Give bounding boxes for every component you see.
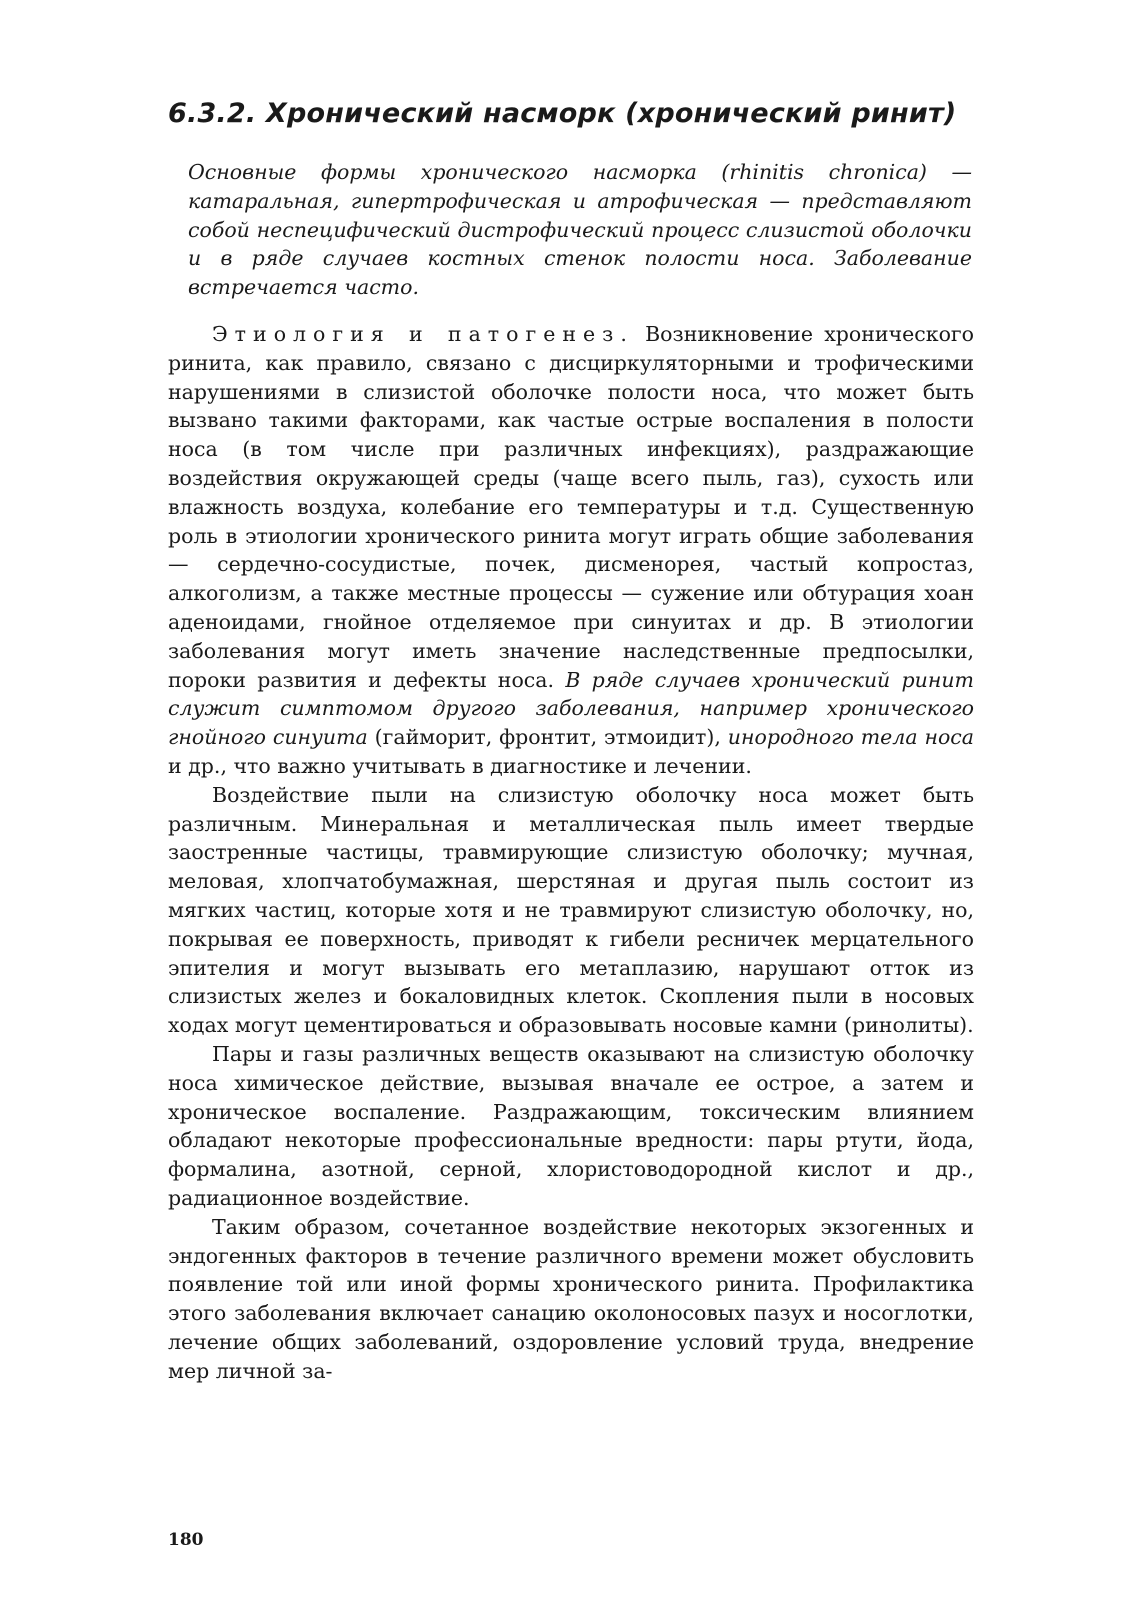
book-page (168, 0, 974, 1600)
section-abstract: Основные формы хронического насморка (rhinitis chronica) — катаральная, гипертрофическая и атрофическая — представляют собой неспецифический дистрофический процесс слизистой оболочки и в ряде случаев костных стенок полости носа. Заболевание встречается часто. (188, 160, 972, 300)
etiology-text-3: и др., что важно учитывать в диагностике и лечении. (168, 753, 752, 778)
paragraph-etiology (168, 320, 974, 781)
etiology-text-1: Возникновение хронического ринита, как правило, связано с дисциркуляторными и трофическими нарушениями в слизистой оболочке полости носа, что может быть вызвано такими факторами, как частые острые воспаления в полости носа (в том числе при различных инфекциях), раздражающие воздействия окружающей среды (чаще всего пыль, газ), сухость или влажность воздуха, колебание его температуры и т.д. Существенную роль в этиологии хронического ринита могут играть общие заболевания — сердечно-сосудистые, почек, дисменорея, частый копростаз, алкоголизм, а также местные процессы — сужение или обтурация хоан аденоидами, гнойное отделяемое при синуитах и др. В этиологии заболевания могут иметь значение наследственные предпосылки, пороки развития и дефекты носа. (168, 322, 974, 692)
etiology-lead-heading: Этиология и патогенез. (212, 322, 634, 346)
page-number: 180 (168, 1530, 204, 1550)
etiology-italic-1: В ряде случаев хронический ринит служит симптомом другого заболевания, например хронического гнойного синуита (168, 667, 974, 750)
paragraph-conclusion: Таким образом, сочетанное воздействие некоторых экзогенных и эндогенных факторов в течение различного времени может обусловить появление той или иной формы хронического ринита. Профилактика этого заболевания включает санацию околоносовых пазух и носоглотки, лечение общих заболеваний, оздоровление условий труда, внедрение мер личной за- (168, 1214, 974, 1383)
paragraph-gases: Пары и газы различных веществ оказывают на слизистую оболочку носа химическое действие, вызывая вначале ее острое, а затем и хроническое воспаление. Раздражающим, токсическим влиянием обладают некоторые профессиональные вредности: пары ртути, йода, формалина, азотной, серной, хлористоводородной кислот и др., радиационное воздействие. (168, 1041, 974, 1210)
paragraph-dust: Воздействие пыли на слизистую оболочку носа может быть различным. Минеральная и металлическая пыль имеет твердые заостренные частицы, травмирующие слизистую оболочку; мучная, меловая, хлопчатобумажная, шерстяная и другая пыль состоит из мягких частиц, которые хотя и не травмируют слизистую оболочку, но, покрывая ее поверхность, приводят к гибели ресничек мерцательного эпителия и могут вызывать его метаплазию, нарушают отток из слизистых желез и бокаловидных клеток. Скопления пыли в носовых ходах могут цементироваться и образовывать носовые камни (ринолиты). (168, 782, 974, 1038)
etiology-text-2: (гайморит, фронтит, этмоидит), (367, 725, 728, 750)
section-heading: 6.3.2. Хронический насморк (хронический ринит) (168, 98, 957, 129)
body-text (168, 320, 974, 1385)
etiology-italic-2: инородного тела носа (727, 725, 974, 750)
